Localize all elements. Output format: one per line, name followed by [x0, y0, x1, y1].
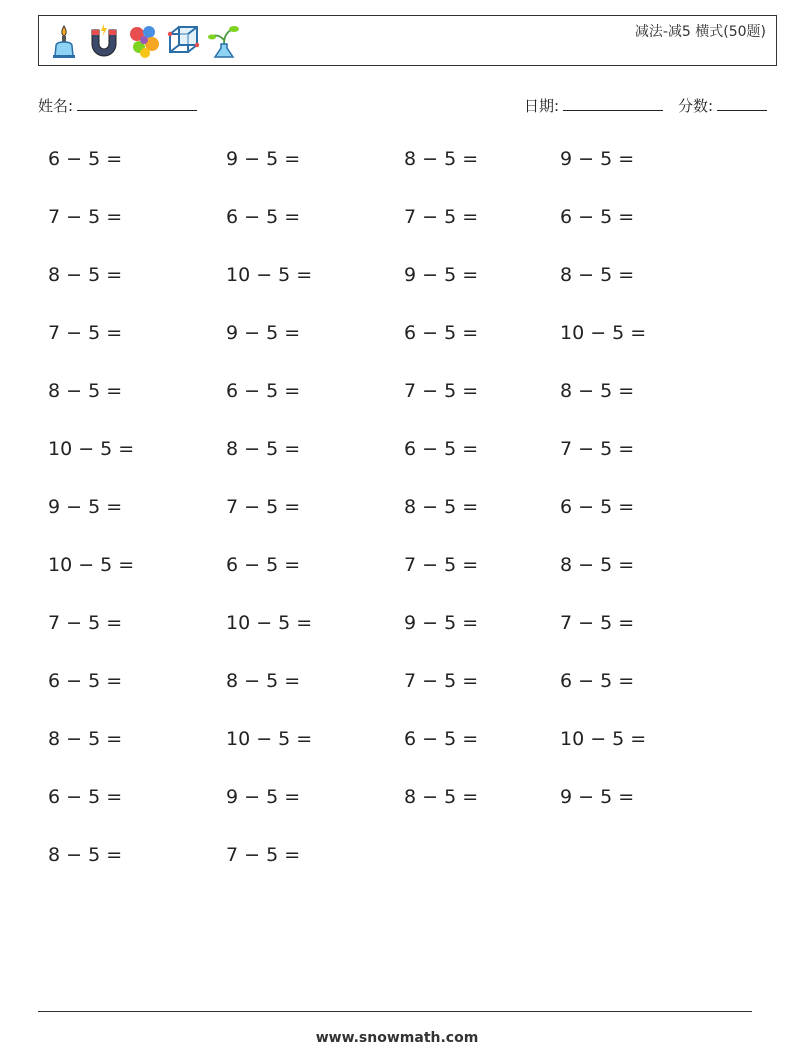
problem-item: 7 − 5 = — [48, 612, 123, 634]
magnet-icon — [87, 22, 121, 60]
problem-item: 6 − 5 = — [226, 554, 301, 576]
problem-item: 8 − 5 = — [560, 380, 635, 402]
score-label: 分数: — [678, 97, 714, 115]
problem-item: 9 − 5 = — [560, 786, 635, 808]
score-field[interactable] — [678, 95, 767, 116]
problem-item: 6 − 5 = — [226, 206, 301, 228]
molecule-icon — [127, 22, 161, 60]
problem-item: 6 − 5 = — [560, 496, 635, 518]
problem-item: 8 − 5 = — [48, 844, 123, 866]
problem-item: 8 − 5 = — [48, 380, 123, 402]
problem-item: 7 − 5 = — [404, 380, 479, 402]
problem-item: 8 − 5 = — [404, 148, 479, 170]
problem-item: 9 − 5 = — [404, 264, 479, 286]
burner-icon — [47, 22, 81, 60]
problem-item: 7 − 5 = — [404, 554, 479, 576]
problem-item: 10 − 5 = — [48, 554, 135, 576]
problem-item: 8 − 5 = — [226, 438, 301, 460]
name-label: 姓名: — [38, 97, 74, 115]
problem-item: 7 − 5 = — [560, 438, 635, 460]
problem-item: 8 − 5 = — [48, 728, 123, 750]
footer-divider — [38, 1011, 752, 1012]
problem-item: 9 − 5 = — [48, 496, 123, 518]
problem-item: 7 − 5 = — [404, 670, 479, 692]
name-blank[interactable] — [77, 96, 197, 111]
date-field[interactable] — [524, 95, 663, 116]
problem-item: 6 − 5 = — [404, 322, 479, 344]
worksheet-header — [38, 15, 777, 66]
problem-item: 7 − 5 = — [404, 206, 479, 228]
header-icons — [47, 22, 241, 60]
problem-item: 7 − 5 = — [560, 612, 635, 634]
problem-item: 10 − 5 = — [226, 728, 313, 750]
date-blank[interactable] — [563, 96, 663, 111]
problem-item: 6 − 5 = — [404, 438, 479, 460]
cube-icon — [167, 22, 201, 60]
problem-item: 9 − 5 = — [560, 148, 635, 170]
problem-item: 8 − 5 = — [404, 786, 479, 808]
date-label: 日期: — [524, 97, 560, 115]
score-blank[interactable] — [717, 96, 767, 111]
problem-item: 10 − 5 = — [226, 612, 313, 634]
problem-item: 10 − 5 = — [560, 322, 647, 344]
problem-item: 6 − 5 = — [48, 670, 123, 692]
problem-item: 9 − 5 = — [404, 612, 479, 634]
problem-item: 6 − 5 = — [560, 670, 635, 692]
problem-item: 6 − 5 = — [226, 380, 301, 402]
problem-item: 8 − 5 = — [560, 264, 635, 286]
problem-item: 9 − 5 = — [226, 148, 301, 170]
name-field[interactable] — [38, 95, 197, 116]
problem-item: 6 − 5 = — [404, 728, 479, 750]
problem-item: 8 − 5 = — [226, 670, 301, 692]
problem-item: 7 − 5 = — [226, 844, 301, 866]
problem-item: 7 − 5 = — [226, 496, 301, 518]
problem-item: 9 − 5 = — [226, 786, 301, 808]
problem-item: 8 − 5 = — [48, 264, 123, 286]
problem-item: 10 − 5 = — [560, 728, 647, 750]
problem-item: 6 − 5 = — [48, 148, 123, 170]
plant-flask-icon — [207, 22, 241, 60]
problem-item: 7 − 5 = — [48, 322, 123, 344]
problem-item: 6 − 5 = — [560, 206, 635, 228]
problem-item: 8 − 5 = — [560, 554, 635, 576]
problem-item: 10 − 5 = — [226, 264, 313, 286]
problem-item: 9 − 5 = — [226, 322, 301, 344]
problem-item: 6 − 5 = — [48, 786, 123, 808]
worksheet-title: 减法-减5 横式(50题) — [634, 24, 766, 40]
footer-url: www.snowmath.com — [315, 1030, 479, 1046]
problem-item: 10 − 5 = — [48, 438, 135, 460]
problem-item: 8 − 5 = — [404, 496, 479, 518]
problem-item: 7 − 5 = — [48, 206, 123, 228]
